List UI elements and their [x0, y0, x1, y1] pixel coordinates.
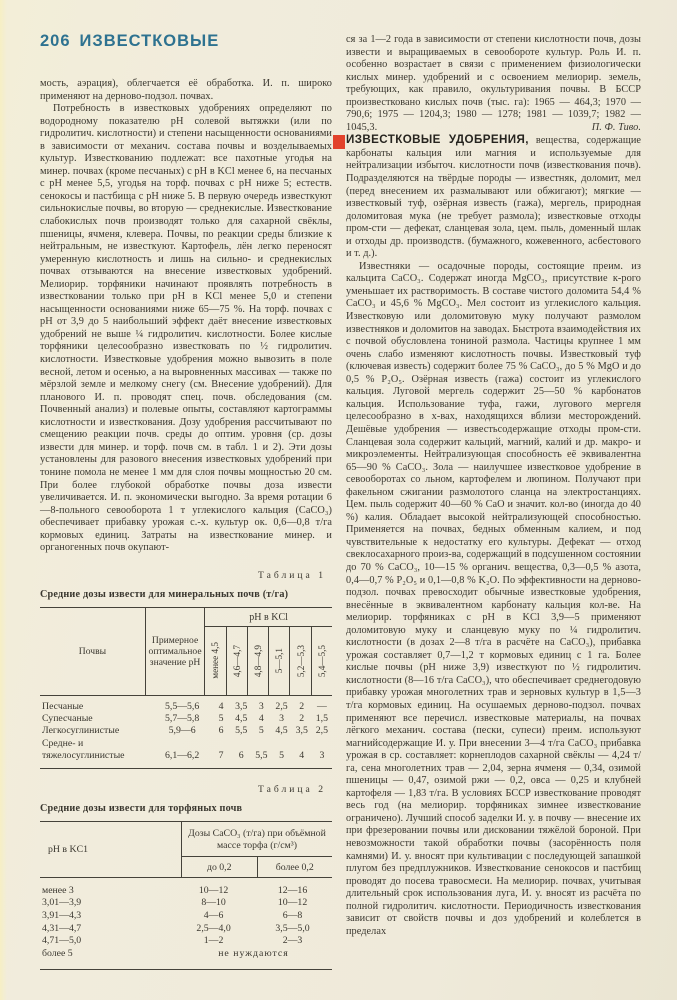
article-headword: ИЗВЕСТКОВЫЕ УДОБРЕНИЯ, [346, 133, 529, 147]
table2-body [40, 878, 332, 970]
table-cell: 4 [299, 749, 305, 761]
table-row [40, 923, 332, 936]
table-cell: 6,1—6,2 [164, 749, 200, 761]
table-cell: 5 [258, 725, 264, 737]
table-cell: 4 [218, 700, 224, 712]
table-cell: 4,5 [275, 725, 288, 737]
table-cell: 2,5 [315, 725, 329, 737]
page-header [40, 32, 332, 51]
table-row [40, 885, 332, 898]
table-cell: 4—6 [203, 910, 224, 922]
table-cell: 5 [218, 713, 224, 725]
page-number: 206 [40, 32, 71, 50]
table-peat-soils [40, 821, 332, 970]
right-column [346, 30, 641, 970]
table-cell: 4,31—4,7 [42, 922, 82, 934]
table-cell: 4,71—5,0 [42, 935, 82, 947]
table-mineral-soils [40, 607, 332, 769]
paragraph-limestones: Известняки — осадочные породы, состоящие преим. из кальцита CaCO₃. Содержат иногда MgCO₃, присутствие к-рого уменьшает их растворимость. В составе чистого доломита 54,4 % CaCO₃ и 45,6 % MgCO₃. Мел состоит из углекислого кальция. Известковую или доломитовую муку получают размолом известняков и доломитов на заводах. Быстрота взаимодействия их с почвой обусловлена тониной размола. Частицы крупнее 1 мм очень слабо изменяют кислотность почвы. Известковый туф (ключевая известь) содержит более 75 % CaCO₃, до 5 % MgO и до 0,5 % P₂O₅. Озёрная известь (гажа) состоит из углекислого кальция. Луговой мергель содержит 25—50 % карбонатов кальция. Использование туфа, гажи, лугового мергеля целесообразно в х-вах, находящихся вблизи месторождений. Дешёвые удобрения — известьсодержащие отходы пром-сти. Сланцевая зола содержит кальций, магний, калий и др. макро- и микроэлементы. Нейтрализующая способность её эквивалентна 65—90 % CaCO₃. Зола — наилучшее известковое удобрение в севооборотах со льном, картофелем и люпином. Получают при факельном сжигании размолотого сланца на электростанциях. Цем. пыль содержит 40—60 % CaO и значит. кол-во (иногда до 40 %) калия. Обладает высокой нейтрализующей способностью. Применяется на почвах, бедных обменным калием, и под чувствительные к недостатку его культуры. Дефекат — отход свеклосахарного произ-ва, содержащий в подсушенном состоянии до 70 % CaCO₃, 10—15 % органич. вещества, 0,3—0,5 % азота, 0,4—0,7 % P₂O₅ и 0,1—0,8 % K₂O. По эффективности на дерново-подзол. почвах превосходит обычные известковые удобрения, внесённые в эквивалентном карбонату кальция кол-ве. На мелиорир. торфяниках с pH в KCl 3,9—5 применяют доломитовую муку и сланцевую муку по ¼ гидролитич. кислотности (в дозах 2—8 т/га в расчёте на CaCO₃), прибавка урожая составляет 0,7—1,2 т кормовых единиц с 1 га. Более кислые почвы (pH ниже 3,9) известкуют по ½ гидролитич. кислотности (8—16 т/га CaCO₃), что обеспечивает среднегодовую прибавку урожая многолетних трав и зерновых культур в 1,5—3 т/га кормовых единиц. На осушаемых дерново-подзол. почвах применяют все перечисл. известковые материалы, на почвах лёгкого механич. состава (пески, супеси) преим. используют магнийсодержащие И. у. При внесении 3—4 т/га CaCO₃ прибавка урожая в ср. составляет: корнеплодов сахарной свёклы — 4,24 т/га, сена многолетних трав — 2,04, зерна ячменя — 0,34, озимой пшеницы — 0,47, озимой ржи — 0,2, овса — 0,25 и клубней картофеля — 1,83 т/га. В условиях БССР известкование проводят весь год (на мелиорир. торфяниках зимнее известкование ограничено). Лучший способ заделки И. у. в почву — внесение их при фрезеровании почвы или дисковании тяжёлой бороной. При невозможности такой обработки почвы (засорённость поля камнями) И. у. вносят при культивации с последующей запашкой плугом без предплужников. Известкование сенокосов и пастбищ проводят до посева травосмеси. На мелиорир. почвах, учитывая длительный срок использования луга, И. у. вносят из расчёта по полной гидролитич. кислотности. Периодичность известкования зависит от свойств почвы и доз удобрений и колеблется в пределах [346, 260, 641, 937]
table-cell: 2 [299, 700, 305, 712]
table-cell: 3 [319, 749, 325, 761]
table-cell: 4 [258, 713, 264, 725]
table-cell: 5,9—6 [168, 725, 196, 737]
column-header-more-than: более 0,2 [275, 861, 314, 873]
running-title: ИЗВЕСТКОВЫЕ [79, 32, 220, 50]
rotated-header-label: 5—5,1 [274, 648, 285, 674]
table-cell: 12—16 [277, 884, 308, 896]
rotated-column-header [205, 627, 226, 695]
table-cell: 5,5 [235, 725, 248, 737]
table-row [40, 713, 332, 725]
table-cell: 2,5—4,0 [196, 922, 231, 934]
table-cell: 5 [279, 749, 284, 761]
table-cell: 8—10 [201, 897, 226, 909]
paragraph-liming-requirements: Потребность в известковых удобрениях определяют по водородному показателю pH солевой вытяжки (или по гидролитич. кислотности) и степени насыщенности основаниями в зависимости от механич. состава почвы и возделываемых культур. Известкованию подлежат: все пахотные угодья на минер. почвах (кроме песчаных) с pH в KCl менее 6, на песчаных с pH менее 5,5, угодья на торф. почвах с pH ниже 5; естеств. сенокосы и пастбища с pH ниже 5. В первую очередь известкуют сильнокислые почвы, во вторую — среднекислые. Известкование слабокислых почв производят только для сахарной свёклы, пшеницы, ячменя, клевера. Почвы, по реакции среды близкие к нейтральным, не известкуют. Картофель, лён легко переносят умеренную кислотность и лишь на сильно- и среднекислых почвах отзываются на внесение известковых удобрений. Мелиорир. торфяники начинают проявлять потребность в известковании только при pH в KCl менее 5,0 и степени насыщенности основаниями ниже 65—75 %. На торф. почвах с pH от 3,9 до 5 наибольший эффект даёт внесение известковых удобрений не выше ¼ гидролитич. кислотности. Более кислые торфяники целесообразно известковать по ½ гидролитич. кислотности. Известковые удобрения можно вывозить в поле весной, летом и осенью, а на выровненных массивах — также по мёрзлой земле и мелкому снегу (см. Внесение удобрений). Для планового И. п. проводят спец. почв. обследования (см. Почвенный анализ) и полевые опыты, составляют картограммы кислотности и известкования. Дозу удобрения рассчитывают по смещению реакции почв. среды до оптим. уровня (ср. дозы извести для минер. и торф. почв см. в табл. 1 и 2). Эти дозы установлены для разового внесения известковых удобрений при тонине помола не менее 1 мм для слоя почвы мощностью 20 см. При более глубокой обработке почвы доза извести увеличивается. И. п. экономически выгодно. За время ротации 6—8-польного севооборота 1 т углекислого кальция (CaCO₃) обеспечивает прибавку урожая с.-х. культур ок. 0,6—0,8 т/га кормовых единиц. Затраты на известкование минер. и органогенных почв окупают- [40, 103, 332, 554]
rotated-header-label: 5,2—5,3 [295, 644, 306, 677]
rotated-column-header [227, 627, 248, 695]
column-group-header-doses: Дозы CaCO₃ (т/га) при объёмной массе торфа (г/см³) [182, 822, 332, 857]
table1-body [40, 696, 332, 768]
table-cell: 6—8 [282, 910, 303, 922]
table-cell: 3,01—3,9 [42, 897, 82, 909]
table-cell: 10—12 [277, 897, 308, 909]
table-cell: 3,5 [235, 700, 248, 712]
rotated-headers [205, 627, 332, 695]
table1-title: Средние дозы извести для минеральных почв (т/га) [40, 588, 289, 600]
table-cell: 2 [299, 713, 305, 725]
table-cell: 6 [238, 749, 244, 761]
table-cell: 2—3 [282, 935, 303, 947]
table2-header [40, 822, 332, 878]
continuation-text: ся за 1—2 года в зависимости от степени кислотности почв, дозы извести и выращиваемых в севообороте культур. Роль И. п. особенно возрастает в связи с применением физиологически кислых минер. удобрений и с освоением мелиорир. земель, требующих, как правило, окультуривания почвы. В БССР произвестковано кислых почв (тыс. га): 1965 — 464,3; 1970 — 790,6; 1975 — 1204,3; 1980 — 1278; 1981 — 1039,7; 1982 — 1045,3. [346, 34, 641, 133]
table-cell: Супесчаные [42, 713, 93, 725]
table-cell: — [317, 700, 327, 712]
table-cell: 1,5 [315, 713, 329, 725]
dose-group [182, 822, 332, 877]
paragraph-continuation-left: мость, аэрация), облегчается её обработка. И. п. широко применяют на дерново-подзол. почвах. [40, 78, 332, 102]
table-cell: 5,5 [255, 749, 268, 761]
table-row [40, 948, 332, 961]
table-row [40, 738, 332, 763]
table1-caption: Таблица 1 [257, 569, 326, 581]
paragraph-continuation-right [346, 34, 641, 134]
column-header-ph-kcl: pH в KC1 [40, 822, 182, 877]
table2-caption: Таблица 2 [257, 784, 326, 796]
article-lead-paragraph [346, 134, 641, 260]
table-cell: 6 [218, 725, 224, 737]
rotated-header-label: 4,6—4,7 [231, 644, 242, 677]
table-cell: Легкосуглинистые [42, 725, 120, 737]
rotated-header-label: 5,4—5,5 [316, 644, 327, 677]
dose-subheaders [182, 857, 332, 877]
article-lead-text: вещества, содержащие карбонаты кальция или магния и используемые для нейтрализации избыточ. кислотности почв (известкования почв). Подразделяются на твёрдые породы — известняк, доломит, мел (перед внесением их размалывают или обжигают); мягкие — известковый туф, озёрная известь (гажа), мергель, природная доломитовая мука (не требует размола); известковые отходы пром-сти — дефекат, сланцевая зола, цем. пыль, доменный шлак и отходы др. производств. (бумажного, кожевенного, асбестового и т. д.). [346, 135, 642, 260]
table-cell: 3,5 [295, 725, 308, 737]
table-row [40, 910, 332, 923]
table-cell: 3 [258, 700, 264, 712]
table-cell: Песчаные [42, 700, 84, 712]
table-row [40, 897, 332, 910]
table-cell: Средне- и тяжелосуглинистые [42, 737, 125, 761]
table-cell: 10—12 [198, 884, 229, 896]
table-cell: 3,5—5,0 [275, 922, 310, 934]
table2-title: Средние дозы извести для торфяных почв [40, 803, 243, 815]
table-row [40, 725, 332, 737]
rotated-column-header [312, 627, 332, 695]
table-cell: 5,7—5,8 [164, 713, 200, 725]
table-cell: 1—2 [203, 935, 224, 947]
table-cell-spanning: не нуждаются [218, 947, 289, 959]
rotated-header-label: 4,8—4,9 [252, 644, 263, 677]
table-cell: 3 [279, 713, 284, 725]
page-edge-shading [0, 0, 7, 1000]
table-cell: 4,5 [235, 713, 248, 725]
table-row [40, 935, 332, 948]
rotated-column-header [248, 627, 269, 695]
table-cell: 2,5 [275, 700, 288, 712]
table-cell: 3,91—4,3 [42, 910, 82, 922]
table-cell: менее 3 [42, 884, 74, 896]
table-row [40, 701, 332, 713]
table-cell: более 5 [42, 947, 73, 959]
column-header-soils: Почвы [40, 608, 146, 695]
rotated-column-header [269, 627, 290, 695]
left-column [40, 30, 332, 970]
column-header-optimal-ph: Примерное оптимальное значение pH [146, 608, 205, 695]
author-signature: П. Ф. Тиво. [591, 121, 641, 133]
ph-group [205, 608, 332, 695]
column-group-header-ph-kcl: pH в KCl [205, 608, 332, 627]
column-header-up-to: до 0,2 [182, 857, 258, 877]
table1-header [40, 608, 332, 696]
red-marker [333, 135, 345, 149]
rotated-header-label: менее 4,5 [210, 642, 221, 680]
two-column-layout [40, 30, 641, 970]
rotated-column-header [290, 627, 311, 695]
table-cell: 7 [218, 749, 224, 761]
table-cell: 5,5—5,6 [164, 700, 200, 712]
